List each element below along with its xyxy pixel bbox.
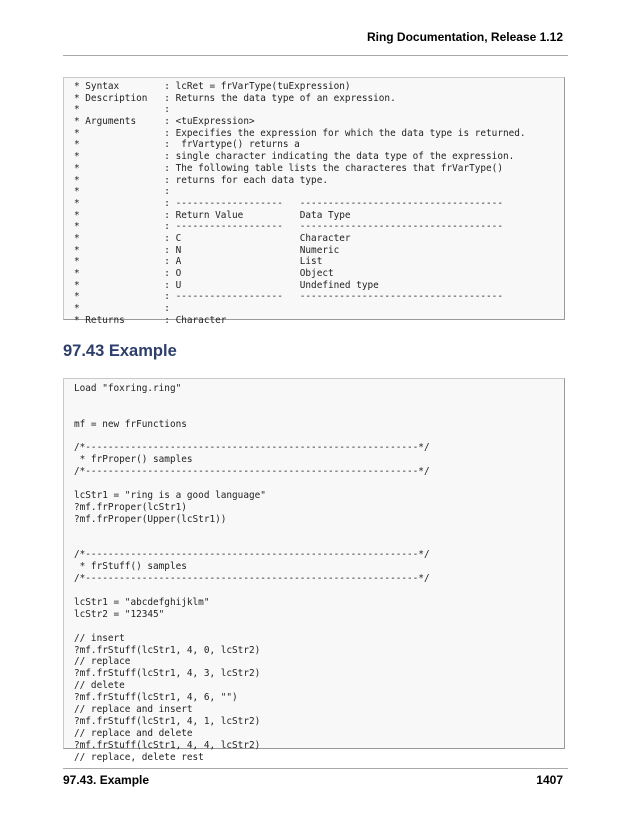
code-line bbox=[74, 526, 564, 538]
code-line: * : bbox=[74, 303, 170, 315]
code-line: lcStr2 = "12345" bbox=[74, 608, 165, 620]
code-line: * : ------------------- ------------------------------------ bbox=[74, 197, 503, 209]
code-line: * : frVartype() returns a bbox=[74, 139, 300, 151]
example-code-block bbox=[63, 378, 565, 763]
code-line: Load "foxring.ring" bbox=[74, 383, 182, 394]
code-line: * : A List bbox=[74, 256, 323, 268]
code-line bbox=[74, 621, 564, 633]
code-line: /*-----------------------------------------------------------*/ bbox=[74, 466, 430, 478]
code-line: ?mf.frStuff(lcStr1, 4, 0, lcStr2) bbox=[74, 644, 261, 656]
code-line bbox=[74, 538, 564, 550]
header-divider bbox=[63, 55, 568, 56]
code-line bbox=[74, 478, 564, 490]
code-line: lcStr1 = "abcdefghijklm" bbox=[74, 597, 210, 609]
code-line: // replace and delete bbox=[74, 727, 193, 739]
code-line: mf = new frFunctions bbox=[74, 418, 187, 430]
code-line: * : O Object bbox=[74, 268, 334, 279]
code-line: ?mf.frStuff(lcStr1, 4, 1, lcStr2) bbox=[74, 715, 261, 727]
code-line: /*-----------------------------------------------------------*/ bbox=[74, 573, 430, 585]
code-line: * : ------------------- ------------------------------------ bbox=[74, 291, 503, 303]
code-line: // replace, delete rest bbox=[74, 751, 204, 763]
code-line: * Returns : Character bbox=[74, 314, 227, 326]
code-line: * : returns for each data type. bbox=[74, 174, 328, 186]
code-line: ?mf.frStuff(lcStr1, 4, 4, lcStr2) bbox=[74, 739, 261, 751]
footer-divider bbox=[63, 768, 568, 769]
code-line: * : Return Value Data Type bbox=[74, 209, 351, 221]
code-line: // delete bbox=[74, 680, 125, 692]
code-line: * : N Numeric bbox=[74, 244, 340, 256]
code-line: /*-----------------------------------------------------------*/ bbox=[74, 442, 430, 454]
code-line: ?mf.frStuff(lcStr1, 4, 3, lcStr2) bbox=[74, 668, 261, 680]
code-line: ?mf.frProper(Upper(lcStr1)) bbox=[74, 513, 227, 525]
code-line: * : single character indicating the data type of the expression. bbox=[74, 151, 515, 163]
code-line: * frProper() samples bbox=[74, 454, 193, 466]
code-line: * : U Undefined type bbox=[74, 279, 379, 291]
code-line: * : bbox=[74, 104, 170, 116]
code-line bbox=[74, 585, 564, 597]
syntax-code-block bbox=[63, 77, 565, 326]
code-line bbox=[74, 395, 564, 407]
footer-section-name: 97.43. Example bbox=[63, 773, 150, 787]
code-line: * Arguments : <tuExpression> bbox=[74, 116, 255, 128]
code-line: // insert bbox=[74, 632, 125, 644]
page-number: 1407 bbox=[536, 773, 563, 787]
code-line: * : C Character bbox=[74, 232, 351, 244]
code-line: /*-----------------------------------------------------------*/ bbox=[74, 549, 430, 561]
code-line: ?mf.frProper(lcStr1) bbox=[74, 501, 187, 513]
code-line: * Syntax : lcRet = frVarType(tuExpression) bbox=[74, 81, 351, 92]
code-line: * : The following table lists the characteres that frVarType() bbox=[74, 162, 503, 174]
code-line: lcStr1 = "ring is a good language" bbox=[74, 490, 266, 502]
code-line: // replace bbox=[74, 656, 131, 668]
code-line: * frStuff() samples bbox=[74, 561, 187, 573]
code-line: // replace and insert bbox=[74, 704, 193, 716]
code-line bbox=[74, 431, 564, 443]
code-line: ?mf.frStuff(lcStr1, 4, 6, "") bbox=[74, 692, 238, 704]
code-line: * : Expecifies the expression for which the data type is returned. bbox=[74, 127, 526, 139]
section-title: 97.43 Example bbox=[63, 342, 177, 360]
code-line: * : bbox=[74, 186, 170, 198]
code-line bbox=[74, 407, 564, 419]
code-line: * Description : Returns the data type of an expression. bbox=[74, 92, 396, 104]
running-header: Ring Documentation, Release 1.12 bbox=[366, 30, 563, 44]
code-line: * : ------------------- ------------------------------------ bbox=[74, 221, 503, 233]
